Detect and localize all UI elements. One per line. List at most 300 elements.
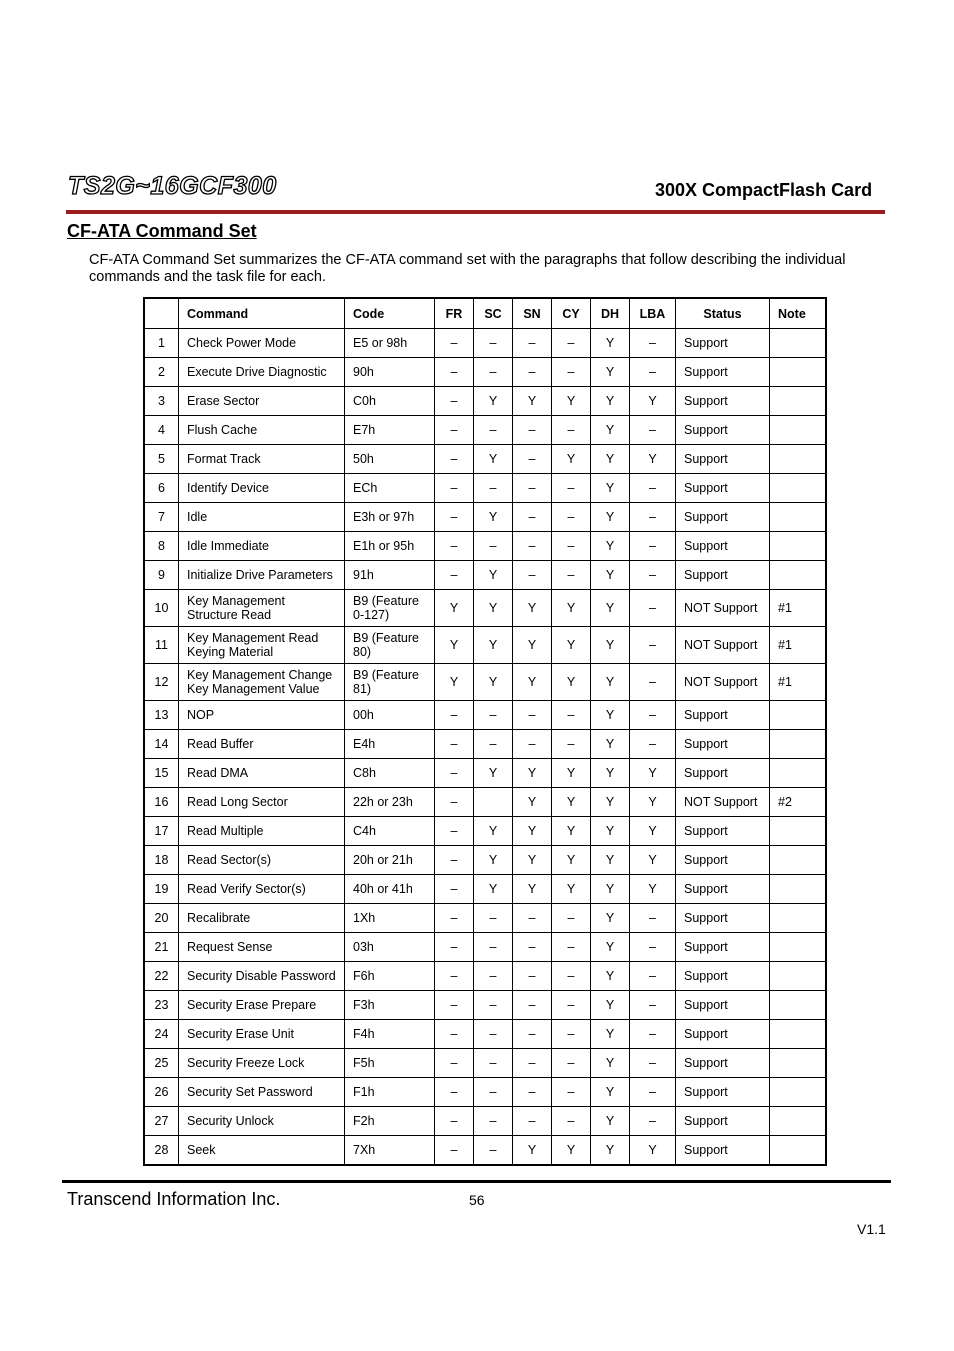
support-status: Support: [676, 445, 770, 474]
note: [770, 817, 827, 846]
dh-flag: Y: [591, 788, 630, 817]
cy-flag: –: [552, 730, 591, 759]
dh-flag: Y: [591, 474, 630, 503]
fr-flag: –: [435, 329, 474, 358]
note: [770, 532, 827, 561]
table-row: [144, 416, 826, 445]
lba-flag: –: [630, 730, 676, 759]
note: [770, 387, 827, 416]
sc-flag: –: [474, 358, 513, 387]
command-name: Key Management Change Key Management Value: [179, 664, 345, 701]
command-name: Initialize Drive Parameters: [179, 561, 345, 590]
note: [770, 991, 827, 1020]
table-row: [144, 788, 826, 817]
command-code: B9 (Feature 80): [345, 627, 435, 664]
command-name: Execute Drive Diagnostic: [179, 358, 345, 387]
table-row: [144, 904, 826, 933]
note: [770, 701, 827, 730]
command-name: Key Management Structure Read: [179, 590, 345, 627]
lba-flag: –: [630, 503, 676, 532]
row-number: 17: [144, 817, 179, 846]
fr-flag: –: [435, 817, 474, 846]
lba-flag: –: [630, 1020, 676, 1049]
command-code: B9 (Feature 0-127): [345, 590, 435, 627]
sc-flag: Y: [474, 387, 513, 416]
row-number: 14: [144, 730, 179, 759]
fr-flag: –: [435, 387, 474, 416]
table-row: [144, 1136, 826, 1166]
table-row: [144, 387, 826, 416]
sn-flag: –: [513, 991, 552, 1020]
sc-flag: –: [474, 933, 513, 962]
dh-flag: Y: [591, 445, 630, 474]
command-code: C4h: [345, 817, 435, 846]
dh-flag: Y: [591, 1136, 630, 1166]
sn-flag: –: [513, 416, 552, 445]
lba-flag: –: [630, 329, 676, 358]
command-name: Format Track: [179, 445, 345, 474]
command-code: E7h: [345, 416, 435, 445]
command-code: 03h: [345, 933, 435, 962]
document-version: V1.1: [857, 1221, 886, 1237]
lba-flag: –: [630, 590, 676, 627]
row-number: 6: [144, 474, 179, 503]
support-status: NOT Support: [676, 627, 770, 664]
row-number: 13: [144, 701, 179, 730]
dh-flag: Y: [591, 962, 630, 991]
lba-flag: Y: [630, 1136, 676, 1166]
dh-flag: Y: [591, 875, 630, 904]
fr-flag: –: [435, 532, 474, 561]
fr-flag: –: [435, 759, 474, 788]
command-code: F6h: [345, 962, 435, 991]
command-code: C0h: [345, 387, 435, 416]
lba-flag: –: [630, 701, 676, 730]
section-title: CF-ATA Command Set: [67, 221, 257, 241]
lba-flag: Y: [630, 759, 676, 788]
cy-flag: –: [552, 1049, 591, 1078]
support-status: Support: [676, 759, 770, 788]
support-status: Support: [676, 904, 770, 933]
note: #1: [770, 627, 827, 664]
lba-flag: –: [630, 904, 676, 933]
lba-flag: Y: [630, 846, 676, 875]
column-header: SN: [513, 298, 552, 329]
sc-flag: Y: [474, 759, 513, 788]
dh-flag: Y: [591, 627, 630, 664]
cy-flag: –: [552, 329, 591, 358]
lba-flag: –: [630, 1107, 676, 1136]
sn-flag: –: [513, 933, 552, 962]
column-header: LBA: [630, 298, 676, 329]
row-number: 27: [144, 1107, 179, 1136]
sn-flag: –: [513, 1107, 552, 1136]
sc-flag: –: [474, 329, 513, 358]
table-row: [144, 664, 826, 701]
sc-flag: –: [474, 1107, 513, 1136]
note: [770, 933, 827, 962]
cy-flag: –: [552, 1078, 591, 1107]
sn-flag: –: [513, 532, 552, 561]
sn-flag: –: [513, 730, 552, 759]
cy-flag: –: [552, 701, 591, 730]
dh-flag: Y: [591, 1020, 630, 1049]
sn-flag: Y: [513, 788, 552, 817]
table-row: [144, 933, 826, 962]
column-header: Command: [179, 298, 345, 329]
page-number: 56: [469, 1192, 485, 1208]
command-name: Erase Sector: [179, 387, 345, 416]
fr-flag: Y: [435, 590, 474, 627]
sc-flag: Y: [474, 664, 513, 701]
cy-flag: –: [552, 962, 591, 991]
table-row: [144, 875, 826, 904]
sn-flag: Y: [513, 759, 552, 788]
note: [770, 730, 827, 759]
note: #1: [770, 590, 827, 627]
dh-flag: Y: [591, 991, 630, 1020]
command-name: Security Unlock: [179, 1107, 345, 1136]
dh-flag: Y: [591, 329, 630, 358]
row-number: 3: [144, 387, 179, 416]
table-row: [144, 1049, 826, 1078]
command-code: F5h: [345, 1049, 435, 1078]
command-table: [143, 297, 827, 1166]
command-name: Read Buffer: [179, 730, 345, 759]
support-status: Support: [676, 701, 770, 730]
sn-flag: –: [513, 904, 552, 933]
column-header: SC: [474, 298, 513, 329]
command-name: Identify Device: [179, 474, 345, 503]
lba-flag: –: [630, 991, 676, 1020]
sc-flag: –: [474, 730, 513, 759]
fr-flag: –: [435, 445, 474, 474]
row-number: 22: [144, 962, 179, 991]
note: [770, 445, 827, 474]
row-number: 12: [144, 664, 179, 701]
fr-flag: –: [435, 1078, 474, 1107]
cy-flag: –: [552, 532, 591, 561]
footer-divider: [62, 1180, 891, 1183]
footer-company: Transcend Information Inc.: [67, 1189, 281, 1209]
sc-flag: –: [474, 532, 513, 561]
command-code: F3h: [345, 991, 435, 1020]
sc-flag: –: [474, 474, 513, 503]
support-status: Support: [676, 933, 770, 962]
command-code: E4h: [345, 730, 435, 759]
lba-flag: –: [630, 933, 676, 962]
sc-flag: [474, 788, 513, 817]
fr-flag: –: [435, 846, 474, 875]
product-logo: TS2G~16GCF300: [68, 172, 277, 200]
sn-flag: –: [513, 701, 552, 730]
sc-flag: –: [474, 1078, 513, 1107]
cy-flag: Y: [552, 664, 591, 701]
command-name: Recalibrate: [179, 904, 345, 933]
command-code: 7Xh: [345, 1136, 435, 1166]
command-name: NOP: [179, 701, 345, 730]
lba-flag: –: [630, 1049, 676, 1078]
cy-flag: Y: [552, 387, 591, 416]
command-name: Key Management Read Keying Material: [179, 627, 345, 664]
cy-flag: –: [552, 358, 591, 387]
lba-flag: Y: [630, 387, 676, 416]
sn-flag: Y: [513, 1136, 552, 1166]
sn-flag: Y: [513, 817, 552, 846]
header-divider: [66, 210, 885, 214]
cy-flag: –: [552, 933, 591, 962]
dh-flag: Y: [591, 590, 630, 627]
sn-flag: –: [513, 1049, 552, 1078]
lba-flag: Y: [630, 788, 676, 817]
fr-flag: –: [435, 1020, 474, 1049]
dh-flag: Y: [591, 1078, 630, 1107]
table-row: [144, 445, 826, 474]
table-row: [144, 1020, 826, 1049]
sc-flag: –: [474, 1136, 513, 1166]
dh-flag: Y: [591, 701, 630, 730]
sn-flag: –: [513, 1020, 552, 1049]
sn-flag: Y: [513, 875, 552, 904]
command-code: F2h: [345, 1107, 435, 1136]
dh-flag: Y: [591, 933, 630, 962]
dh-flag: Y: [591, 759, 630, 788]
cy-flag: Y: [552, 627, 591, 664]
dh-flag: Y: [591, 664, 630, 701]
dh-flag: Y: [591, 503, 630, 532]
note: [770, 1078, 827, 1107]
fr-flag: –: [435, 358, 474, 387]
dh-flag: Y: [591, 1049, 630, 1078]
row-number: 23: [144, 991, 179, 1020]
row-number: 8: [144, 532, 179, 561]
sc-flag: –: [474, 962, 513, 991]
row-number: 18: [144, 846, 179, 875]
table-row: [144, 846, 826, 875]
support-status: Support: [676, 875, 770, 904]
cy-flag: Y: [552, 1136, 591, 1166]
cy-flag: –: [552, 474, 591, 503]
fr-flag: –: [435, 788, 474, 817]
note: [770, 1020, 827, 1049]
support-status: NOT Support: [676, 664, 770, 701]
command-code: 1Xh: [345, 904, 435, 933]
column-header: Note: [770, 298, 827, 329]
sc-flag: Y: [474, 503, 513, 532]
sc-flag: Y: [474, 817, 513, 846]
support-status: Support: [676, 1078, 770, 1107]
support-status: Support: [676, 358, 770, 387]
note: [770, 503, 827, 532]
table-row: [144, 532, 826, 561]
note: [770, 561, 827, 590]
row-number: 16: [144, 788, 179, 817]
lba-flag: –: [630, 962, 676, 991]
lba-flag: Y: [630, 875, 676, 904]
note: [770, 962, 827, 991]
table-row: [144, 329, 826, 358]
support-status: Support: [676, 532, 770, 561]
sc-flag: –: [474, 904, 513, 933]
sc-flag: –: [474, 701, 513, 730]
cy-flag: Y: [552, 788, 591, 817]
cy-flag: Y: [552, 846, 591, 875]
row-number: 26: [144, 1078, 179, 1107]
table-header-row: [144, 298, 826, 329]
note: #2: [770, 788, 827, 817]
table-row: [144, 358, 826, 387]
lba-flag: –: [630, 627, 676, 664]
fr-flag: –: [435, 904, 474, 933]
command-name: Read DMA: [179, 759, 345, 788]
sc-flag: Y: [474, 561, 513, 590]
dh-flag: Y: [591, 358, 630, 387]
fr-flag: –: [435, 875, 474, 904]
row-number: 24: [144, 1020, 179, 1049]
dh-flag: Y: [591, 561, 630, 590]
row-number: 20: [144, 904, 179, 933]
dh-flag: Y: [591, 904, 630, 933]
sc-flag: Y: [474, 846, 513, 875]
lba-flag: –: [630, 474, 676, 503]
fr-flag: –: [435, 503, 474, 532]
sn-flag: –: [513, 561, 552, 590]
dh-flag: Y: [591, 1107, 630, 1136]
note: [770, 1136, 827, 1166]
table-row: [144, 817, 826, 846]
note: [770, 1107, 827, 1136]
cy-flag: –: [552, 1020, 591, 1049]
page-subtitle: 300X CompactFlash Card: [655, 180, 873, 200]
support-status: Support: [676, 474, 770, 503]
support-status: Support: [676, 1049, 770, 1078]
row-number: 7: [144, 503, 179, 532]
table-row: [144, 759, 826, 788]
command-code: 50h: [345, 445, 435, 474]
fr-flag: –: [435, 474, 474, 503]
sn-flag: –: [513, 503, 552, 532]
command-name: Seek: [179, 1136, 345, 1166]
support-status: NOT Support: [676, 788, 770, 817]
support-status: Support: [676, 387, 770, 416]
sn-flag: –: [513, 1078, 552, 1107]
row-number: 1: [144, 329, 179, 358]
sn-flag: Y: [513, 664, 552, 701]
sn-flag: Y: [513, 387, 552, 416]
table-row: [144, 1078, 826, 1107]
cy-flag: Y: [552, 875, 591, 904]
column-header: Status: [676, 298, 770, 329]
command-code: 91h: [345, 561, 435, 590]
command-name: Read Long Sector: [179, 788, 345, 817]
fr-flag: –: [435, 1136, 474, 1166]
table-row: [144, 730, 826, 759]
dh-flag: Y: [591, 846, 630, 875]
fr-flag: –: [435, 1107, 474, 1136]
command-code: E1h or 95h: [345, 532, 435, 561]
sn-flag: –: [513, 329, 552, 358]
table-row: [144, 991, 826, 1020]
lba-flag: –: [630, 532, 676, 561]
cy-flag: –: [552, 561, 591, 590]
fr-flag: –: [435, 561, 474, 590]
note: [770, 904, 827, 933]
fr-flag: –: [435, 933, 474, 962]
row-number: 25: [144, 1049, 179, 1078]
table-row: [144, 561, 826, 590]
note: #1: [770, 664, 827, 701]
sc-flag: –: [474, 1020, 513, 1049]
support-status: Support: [676, 846, 770, 875]
row-number: 19: [144, 875, 179, 904]
dh-flag: Y: [591, 730, 630, 759]
lba-flag: –: [630, 1078, 676, 1107]
command-name: Read Multiple: [179, 817, 345, 846]
command-name: Security Erase Prepare: [179, 991, 345, 1020]
lba-flag: –: [630, 416, 676, 445]
cy-flag: –: [552, 1107, 591, 1136]
cy-flag: Y: [552, 759, 591, 788]
command-name: Read Sector(s): [179, 846, 345, 875]
fr-flag: –: [435, 730, 474, 759]
command-name: Security Set Password: [179, 1078, 345, 1107]
column-header: Code: [345, 298, 435, 329]
sc-flag: Y: [474, 445, 513, 474]
dh-flag: Y: [591, 416, 630, 445]
dh-flag: Y: [591, 532, 630, 561]
cy-flag: Y: [552, 590, 591, 627]
lba-flag: Y: [630, 817, 676, 846]
sc-flag: –: [474, 991, 513, 1020]
column-header: DH: [591, 298, 630, 329]
command-code: F1h: [345, 1078, 435, 1107]
row-number: 21: [144, 933, 179, 962]
sn-flag: Y: [513, 590, 552, 627]
sc-flag: Y: [474, 590, 513, 627]
table-body: [144, 329, 826, 1166]
sn-flag: –: [513, 445, 552, 474]
cy-flag: –: [552, 904, 591, 933]
support-status: Support: [676, 561, 770, 590]
note: [770, 846, 827, 875]
row-number: 4: [144, 416, 179, 445]
command-name: Check Power Mode: [179, 329, 345, 358]
fr-flag: –: [435, 991, 474, 1020]
table-row: [144, 474, 826, 503]
command-name: Idle: [179, 503, 345, 532]
sn-flag: Y: [513, 846, 552, 875]
table-row: [144, 627, 826, 664]
row-number: 15: [144, 759, 179, 788]
command-code: E3h or 97h: [345, 503, 435, 532]
row-number: 28: [144, 1136, 179, 1166]
command-code: 00h: [345, 701, 435, 730]
note: [770, 759, 827, 788]
sc-flag: –: [474, 1049, 513, 1078]
sn-flag: Y: [513, 627, 552, 664]
row-number: 11: [144, 627, 179, 664]
fr-flag: –: [435, 416, 474, 445]
sc-flag: Y: [474, 875, 513, 904]
dh-flag: Y: [591, 817, 630, 846]
note: [770, 358, 827, 387]
support-status: Support: [676, 817, 770, 846]
fr-flag: –: [435, 701, 474, 730]
command-code: 22h or 23h: [345, 788, 435, 817]
command-code: 90h: [345, 358, 435, 387]
support-status: Support: [676, 730, 770, 759]
command-code: ECh: [345, 474, 435, 503]
